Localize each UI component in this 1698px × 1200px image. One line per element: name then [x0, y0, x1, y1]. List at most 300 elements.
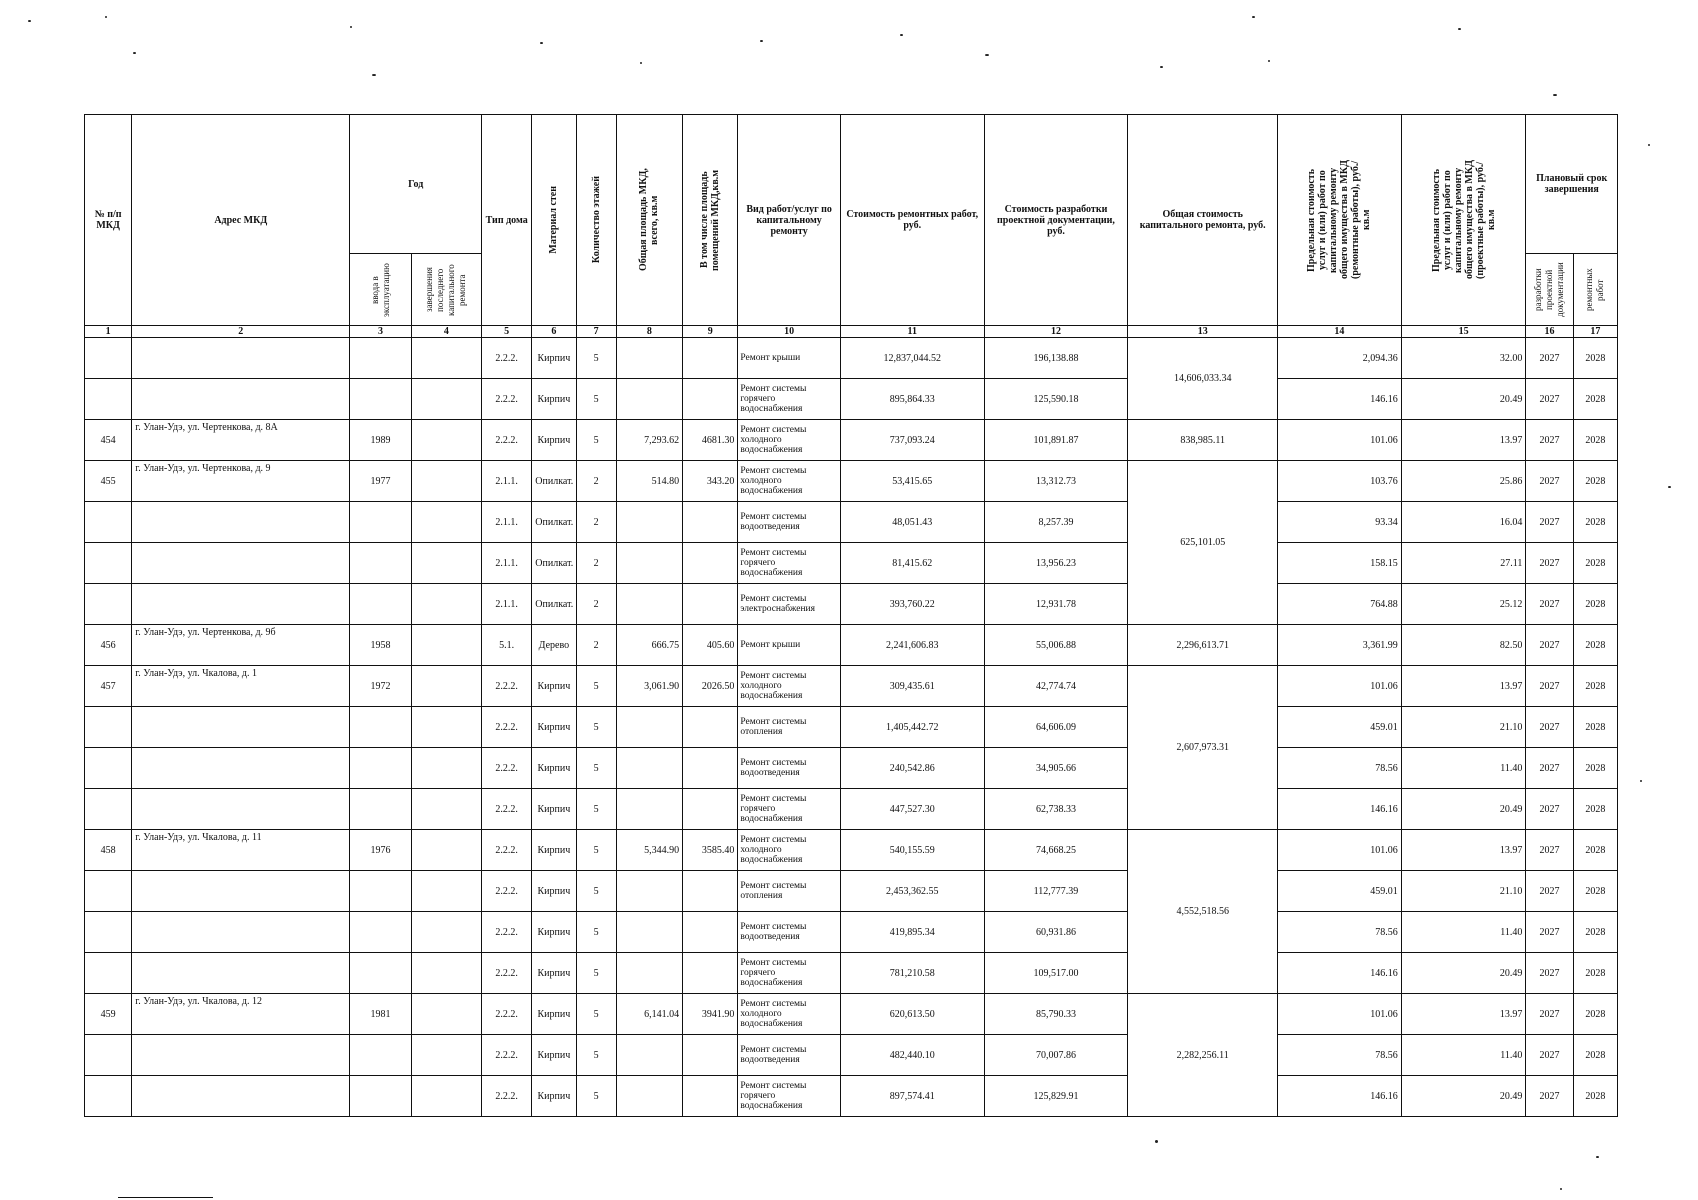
house-type: 2.2.2. — [482, 912, 532, 953]
mkd-address — [132, 338, 350, 379]
premises-area — [683, 584, 738, 625]
year-commission — [350, 912, 411, 953]
design-cost: 60,931.86 — [984, 912, 1128, 953]
repair-cost: 240,542.86 — [840, 748, 984, 789]
table-row — [85, 953, 1618, 994]
table-row — [85, 789, 1618, 830]
total-cost: 4,552,518.56 — [1128, 830, 1278, 994]
column-number: 11 — [840, 326, 984, 338]
year-repair — [411, 707, 481, 748]
limit-cost-works: 103.76 — [1278, 461, 1402, 502]
design-cost: 64,606.09 — [984, 707, 1128, 748]
col-header-work-type: Вид работ/услуг по капитальному ремонту — [738, 115, 841, 326]
col-header-term-works — [1573, 254, 1617, 326]
total-area: 6,141.04 — [616, 994, 682, 1035]
repair-cost: 12,837,044.52 — [840, 338, 984, 379]
design-cost: 101,891.87 — [984, 420, 1128, 461]
term-design: 2027 — [1526, 543, 1573, 584]
wall-material: Кирпич — [532, 871, 576, 912]
col-header-wall-material — [532, 115, 576, 326]
wall-material-label: Материал стен — [548, 186, 560, 254]
table-row — [85, 625, 1618, 666]
wall-material: Кирпич — [532, 789, 576, 830]
limit-cost-works: 146.16 — [1278, 953, 1402, 994]
total-cost: 625,101.05 — [1128, 461, 1278, 625]
wall-material: Кирпич — [532, 1035, 576, 1076]
limit-cost-works: 459.01 — [1278, 707, 1402, 748]
design-cost: 109,517.00 — [984, 953, 1128, 994]
repair-cost: 895,864.33 — [840, 379, 984, 420]
table-row — [85, 379, 1618, 420]
floors: 5 — [576, 666, 616, 707]
year-repair — [411, 871, 481, 912]
design-cost: 85,790.33 — [984, 994, 1128, 1035]
year-repair — [411, 338, 481, 379]
work-type: Ремонт системы водоотведения — [738, 1035, 841, 1076]
floors: 5 — [576, 871, 616, 912]
house-type: 2.2.2. — [482, 1035, 532, 1076]
total-area — [616, 543, 682, 584]
work-type: Ремонт системы водоотведения — [738, 748, 841, 789]
col-header-term-design — [1526, 254, 1573, 326]
year-commission — [350, 789, 411, 830]
table-body — [85, 338, 1618, 1117]
limit-cost-design: 11.40 — [1401, 912, 1526, 953]
column-number: 6 — [532, 326, 576, 338]
term-works: 2028 — [1573, 543, 1617, 584]
mkd-address: г. Улан-Удэ, ул. Чкалова, д. 12 — [132, 994, 350, 1035]
term-design: 2027 — [1526, 1035, 1573, 1076]
premises-area — [683, 748, 738, 789]
term-design: 2027 — [1526, 584, 1573, 625]
term-design: 2027 — [1526, 1076, 1573, 1117]
limit-cost-works: 146.16 — [1278, 379, 1402, 420]
limit-cost-design: 25.86 — [1401, 461, 1526, 502]
limit-cost-design: 11.40 — [1401, 1035, 1526, 1076]
work-type: Ремонт системы холодного водоснабжения — [738, 420, 841, 461]
table-row — [85, 1035, 1618, 1076]
mkd-number: 456 — [85, 625, 132, 666]
table-row — [85, 666, 1618, 707]
house-type: 2.2.2. — [482, 707, 532, 748]
floors: 5 — [576, 748, 616, 789]
mkd-number — [85, 543, 132, 584]
total-area — [616, 338, 682, 379]
total-area-label: Общая площадь МКД, всего, кв.м — [638, 168, 661, 272]
repair-cost: 393,760.22 — [840, 584, 984, 625]
total-area — [616, 1076, 682, 1117]
wall-material: Кирпич — [532, 420, 576, 461]
wall-material: Опилкат. — [532, 461, 576, 502]
year-commission — [350, 379, 411, 420]
col-header-repair-cost: Стоимость ремонтных работ, руб. — [840, 115, 984, 326]
year-commission: 1972 — [350, 666, 411, 707]
work-type: Ремонт крыши — [738, 338, 841, 379]
limit-cost-design: 20.49 — [1401, 789, 1526, 830]
limit-cost-works: 764.88 — [1278, 584, 1402, 625]
col-header-design-cost: Стоимость разработки проектной документации, руб. — [984, 115, 1128, 326]
total-cost: 838,985.11 — [1128, 420, 1278, 461]
term-works: 2028 — [1573, 994, 1617, 1035]
mkd-number — [85, 379, 132, 420]
total-area — [616, 912, 682, 953]
work-type: Ремонт системы электроснабжения — [738, 584, 841, 625]
limit-cost-design: 21.10 — [1401, 707, 1526, 748]
table-row — [85, 707, 1618, 748]
mkd-address: г. Улан-Удэ, ул. Чкалова, д. 1 — [132, 666, 350, 707]
floors: 5 — [576, 1076, 616, 1117]
house-type: 2.2.2. — [482, 953, 532, 994]
year-commission — [350, 1076, 411, 1117]
floors: 5 — [576, 830, 616, 871]
work-type: Ремонт системы водоотведения — [738, 912, 841, 953]
premises-area — [683, 379, 738, 420]
premises-area — [683, 912, 738, 953]
floors: 5 — [576, 1035, 616, 1076]
year-commission — [350, 748, 411, 789]
house-type: 2.1.1. — [482, 461, 532, 502]
work-type: Ремонт системы холодного водоснабжения — [738, 461, 841, 502]
total-area: 7,293.62 — [616, 420, 682, 461]
floors: 2 — [576, 461, 616, 502]
term-works: 2028 — [1573, 379, 1617, 420]
year-repair — [411, 543, 481, 584]
mkd-address: г. Улан-Удэ, ул. Чертенкова, д. 9б — [132, 625, 350, 666]
wall-material: Кирпич — [532, 666, 576, 707]
column-number: 10 — [738, 326, 841, 338]
floors: 5 — [576, 420, 616, 461]
limit-design-label: Предельная стоимость услуг и (или) работ по капитальному ремонту общего имущества в МКД (проектные работы), руб./кв.м — [1430, 160, 1497, 280]
repair-cost: 2,453,362.55 — [840, 871, 984, 912]
year-commission — [350, 543, 411, 584]
design-cost: 13,312.73 — [984, 461, 1128, 502]
year-commission — [350, 502, 411, 543]
year-commission — [350, 338, 411, 379]
column-number: 3 — [350, 326, 411, 338]
floors: 5 — [576, 953, 616, 994]
floors: 2 — [576, 543, 616, 584]
col-header-total-cost: Общая стоимость капитального ремонта, руб. — [1128, 115, 1278, 326]
col-header-floors — [576, 115, 616, 326]
mkd-address — [132, 502, 350, 543]
column-number: 4 — [411, 326, 481, 338]
total-area — [616, 1035, 682, 1076]
column-number: 7 — [576, 326, 616, 338]
term-design: 2027 — [1526, 707, 1573, 748]
total-area: 666.75 — [616, 625, 682, 666]
term-design: 2027 — [1526, 748, 1573, 789]
total-area — [616, 871, 682, 912]
year-commission — [350, 871, 411, 912]
total-cost: 2,296,613.71 — [1128, 625, 1278, 666]
floors: 5 — [576, 379, 616, 420]
mkd-address — [132, 1035, 350, 1076]
table-row — [85, 871, 1618, 912]
design-cost: 42,774.74 — [984, 666, 1128, 707]
year-repair — [411, 420, 481, 461]
limit-cost-design: 13.97 — [1401, 420, 1526, 461]
premises-area — [683, 543, 738, 584]
year-commission: 1976 — [350, 830, 411, 871]
wall-material: Дерево — [532, 625, 576, 666]
design-cost: 12,931.78 — [984, 584, 1128, 625]
limit-cost-design: 20.49 — [1401, 379, 1526, 420]
term-design: 2027 — [1526, 502, 1573, 543]
term-works: 2028 — [1573, 420, 1617, 461]
column-number: 12 — [984, 326, 1128, 338]
design-cost: 112,777.39 — [984, 871, 1128, 912]
floors: 5 — [576, 994, 616, 1035]
limit-cost-works: 101.06 — [1278, 666, 1402, 707]
total-area: 3,061.90 — [616, 666, 682, 707]
term-works: 2028 — [1573, 830, 1617, 871]
limit-cost-design: 25.12 — [1401, 584, 1526, 625]
wall-material: Кирпич — [532, 830, 576, 871]
floors: 2 — [576, 584, 616, 625]
floors: 5 — [576, 707, 616, 748]
limit-cost-works: 101.06 — [1278, 994, 1402, 1035]
premises-area: 405.60 — [683, 625, 738, 666]
house-type: 2.2.2. — [482, 666, 532, 707]
col-header-house-type: Тип дома — [482, 115, 532, 326]
mkd-number: 455 — [85, 461, 132, 502]
col-header-total-area — [616, 115, 682, 326]
term-works: 2028 — [1573, 707, 1617, 748]
wall-material: Кирпич — [532, 338, 576, 379]
column-number: 5 — [482, 326, 532, 338]
mkd-address — [132, 953, 350, 994]
term-works: 2028 — [1573, 625, 1617, 666]
term-works: 2028 — [1573, 953, 1617, 994]
premises-area: 343.20 — [683, 461, 738, 502]
mkd-address: г. Улан-Удэ, ул. Чкалова, д. 11 — [132, 830, 350, 871]
year-repair — [411, 830, 481, 871]
design-cost: 196,138.88 — [984, 338, 1128, 379]
premises-area — [683, 707, 738, 748]
column-number: 14 — [1278, 326, 1402, 338]
mkd-number — [85, 871, 132, 912]
mkd-number: 454 — [85, 420, 132, 461]
repair-cost: 447,527.30 — [840, 789, 984, 830]
floors: 2 — [576, 625, 616, 666]
work-type: Ремонт системы отопления — [738, 707, 841, 748]
house-type: 2.2.2. — [482, 420, 532, 461]
work-type: Ремонт системы отопления — [738, 871, 841, 912]
design-cost: 70,007.86 — [984, 1035, 1128, 1076]
total-area — [616, 789, 682, 830]
limit-cost-works: 158.15 — [1278, 543, 1402, 584]
total-area — [616, 379, 682, 420]
limit-cost-design: 13.97 — [1401, 666, 1526, 707]
column-number: 8 — [616, 326, 682, 338]
wall-material: Кирпич — [532, 748, 576, 789]
term-design: 2027 — [1526, 789, 1573, 830]
premises-area — [683, 1035, 738, 1076]
house-type: 2.2.2. — [482, 994, 532, 1035]
year-commission: 1977 — [350, 461, 411, 502]
term-works-label: ремонтных работ — [1584, 268, 1606, 311]
mkd-number: 458 — [85, 830, 132, 871]
work-type: Ремонт системы холодного водоснабжения — [738, 994, 841, 1035]
table-row — [85, 338, 1618, 379]
mkd-number — [85, 338, 132, 379]
limit-cost-works: 78.56 — [1278, 1035, 1402, 1076]
repair-cost: 897,574.41 — [840, 1076, 984, 1117]
year-commission — [350, 584, 411, 625]
column-number: 9 — [683, 326, 738, 338]
capital-repair-table — [84, 114, 1618, 1117]
premises-area: 3941.90 — [683, 994, 738, 1035]
col-header-year: Год — [350, 115, 482, 254]
mkd-address — [132, 789, 350, 830]
year-repair — [411, 994, 481, 1035]
work-type: Ремонт системы горячего водоснабжения — [738, 543, 841, 584]
year-repair — [411, 584, 481, 625]
limit-cost-works: 78.56 — [1278, 748, 1402, 789]
year-commission — [350, 707, 411, 748]
col-header-premises-area — [683, 115, 738, 326]
repair-cost: 620,613.50 — [840, 994, 984, 1035]
premises-area: 4681.30 — [683, 420, 738, 461]
repair-cost: 419,895.34 — [840, 912, 984, 953]
limit-cost-design: 13.97 — [1401, 830, 1526, 871]
year-repair — [411, 666, 481, 707]
table-row — [85, 830, 1618, 871]
year-repair — [411, 1076, 481, 1117]
term-works: 2028 — [1573, 502, 1617, 543]
term-design: 2027 — [1526, 953, 1573, 994]
floors: 5 — [576, 789, 616, 830]
repair-cost: 2,241,606.83 — [840, 625, 984, 666]
design-cost: 125,829.91 — [984, 1076, 1128, 1117]
house-type: 2.2.2. — [482, 379, 532, 420]
year-commission: 1989 — [350, 420, 411, 461]
house-type: 5.1. — [482, 625, 532, 666]
col-header-year-repair — [411, 254, 481, 326]
limit-cost-works: 146.16 — [1278, 789, 1402, 830]
table-row — [85, 748, 1618, 789]
limit-cost-works: 78.56 — [1278, 912, 1402, 953]
limit-works-label: Предельная стоимость услуг и (или) работ по капитальному ремонту общего имущества в МКД (ремонтные работы), руб./кв.м — [1306, 160, 1373, 280]
column-number: 13 — [1128, 326, 1278, 338]
design-cost: 55,006.88 — [984, 625, 1128, 666]
house-type: 2.2.2. — [482, 338, 532, 379]
term-works: 2028 — [1573, 871, 1617, 912]
limit-cost-design: 13.97 — [1401, 994, 1526, 1035]
design-cost: 13,956.23 — [984, 543, 1128, 584]
year-commission-label: ввода в эксплуатацию — [369, 262, 391, 317]
total-area — [616, 502, 682, 543]
mkd-address — [132, 871, 350, 912]
mkd-address: г. Улан-Удэ, ул. Чертенкова, д. 8А — [132, 420, 350, 461]
mkd-number — [85, 789, 132, 830]
design-cost: 34,905.66 — [984, 748, 1128, 789]
limit-cost-design: 32.00 — [1401, 338, 1526, 379]
mkd-address: г. Улан-Удэ, ул. Чертенкова, д. 9 — [132, 461, 350, 502]
premises-area — [683, 789, 738, 830]
col-header-planned-term: Плановый срок завершения — [1526, 115, 1618, 254]
term-works: 2028 — [1573, 461, 1617, 502]
header-row-1 — [85, 115, 1618, 254]
term-design: 2027 — [1526, 420, 1573, 461]
work-type: Ремонт системы горячего водоснабжения — [738, 379, 841, 420]
limit-cost-works: 101.06 — [1278, 830, 1402, 871]
mkd-address — [132, 543, 350, 584]
limit-cost-design: 27.11 — [1401, 543, 1526, 584]
term-design: 2027 — [1526, 461, 1573, 502]
mkd-number: 457 — [85, 666, 132, 707]
year-repair — [411, 953, 481, 994]
design-cost: 125,590.18 — [984, 379, 1128, 420]
total-area — [616, 748, 682, 789]
mkd-number: 459 — [85, 994, 132, 1035]
mkd-address — [132, 584, 350, 625]
col-header-limit-design — [1401, 115, 1526, 326]
term-works: 2028 — [1573, 666, 1617, 707]
floors: 5 — [576, 912, 616, 953]
design-cost: 62,738.33 — [984, 789, 1128, 830]
total-area — [616, 707, 682, 748]
mkd-address — [132, 707, 350, 748]
table-row — [85, 502, 1618, 543]
limit-cost-works: 146.16 — [1278, 1076, 1402, 1117]
limit-cost-design: 82.50 — [1401, 625, 1526, 666]
mkd-number — [85, 748, 132, 789]
total-cost: 2,282,256.11 — [1128, 994, 1278, 1117]
term-works: 2028 — [1573, 1076, 1617, 1117]
mkd-number — [85, 1076, 132, 1117]
premises-area — [683, 502, 738, 543]
repair-cost: 81,415.62 — [840, 543, 984, 584]
work-type: Ремонт системы горячего водоснабжения — [738, 1076, 841, 1117]
total-area — [616, 584, 682, 625]
limit-cost-works: 93.34 — [1278, 502, 1402, 543]
year-repair-label: завершения последнего капитального ремонта — [424, 263, 468, 316]
mkd-number — [85, 953, 132, 994]
total-area — [616, 953, 682, 994]
limit-cost-design: 16.04 — [1401, 502, 1526, 543]
footnote-line — [118, 1197, 213, 1198]
work-type: Ремонт крыши — [738, 625, 841, 666]
table-row — [85, 584, 1618, 625]
wall-material: Кирпич — [532, 912, 576, 953]
mkd-number — [85, 1035, 132, 1076]
repair-cost: 737,093.24 — [840, 420, 984, 461]
limit-cost-works: 459.01 — [1278, 871, 1402, 912]
year-repair — [411, 1035, 481, 1076]
floors: 5 — [576, 338, 616, 379]
mkd-address — [132, 748, 350, 789]
total-area: 5,344.90 — [616, 830, 682, 871]
floors-label: Количество этажей — [590, 176, 602, 264]
column-number: 16 — [1526, 326, 1573, 338]
floors: 2 — [576, 502, 616, 543]
work-type: Ремонт системы водоотведения — [738, 502, 841, 543]
year-repair — [411, 625, 481, 666]
limit-cost-works: 2,094.36 — [1278, 338, 1402, 379]
term-works: 2028 — [1573, 789, 1617, 830]
table-row — [85, 1076, 1618, 1117]
term-design-label: разработки проектной документации — [1533, 262, 1565, 317]
repair-cost: 482,440.10 — [840, 1035, 984, 1076]
house-type: 2.1.1. — [482, 543, 532, 584]
work-type: Ремонт системы холодного водоснабжения — [738, 666, 841, 707]
year-commission: 1958 — [350, 625, 411, 666]
year-repair — [411, 748, 481, 789]
mkd-address — [132, 1076, 350, 1117]
repair-cost: 48,051.43 — [840, 502, 984, 543]
mkd-number — [85, 502, 132, 543]
